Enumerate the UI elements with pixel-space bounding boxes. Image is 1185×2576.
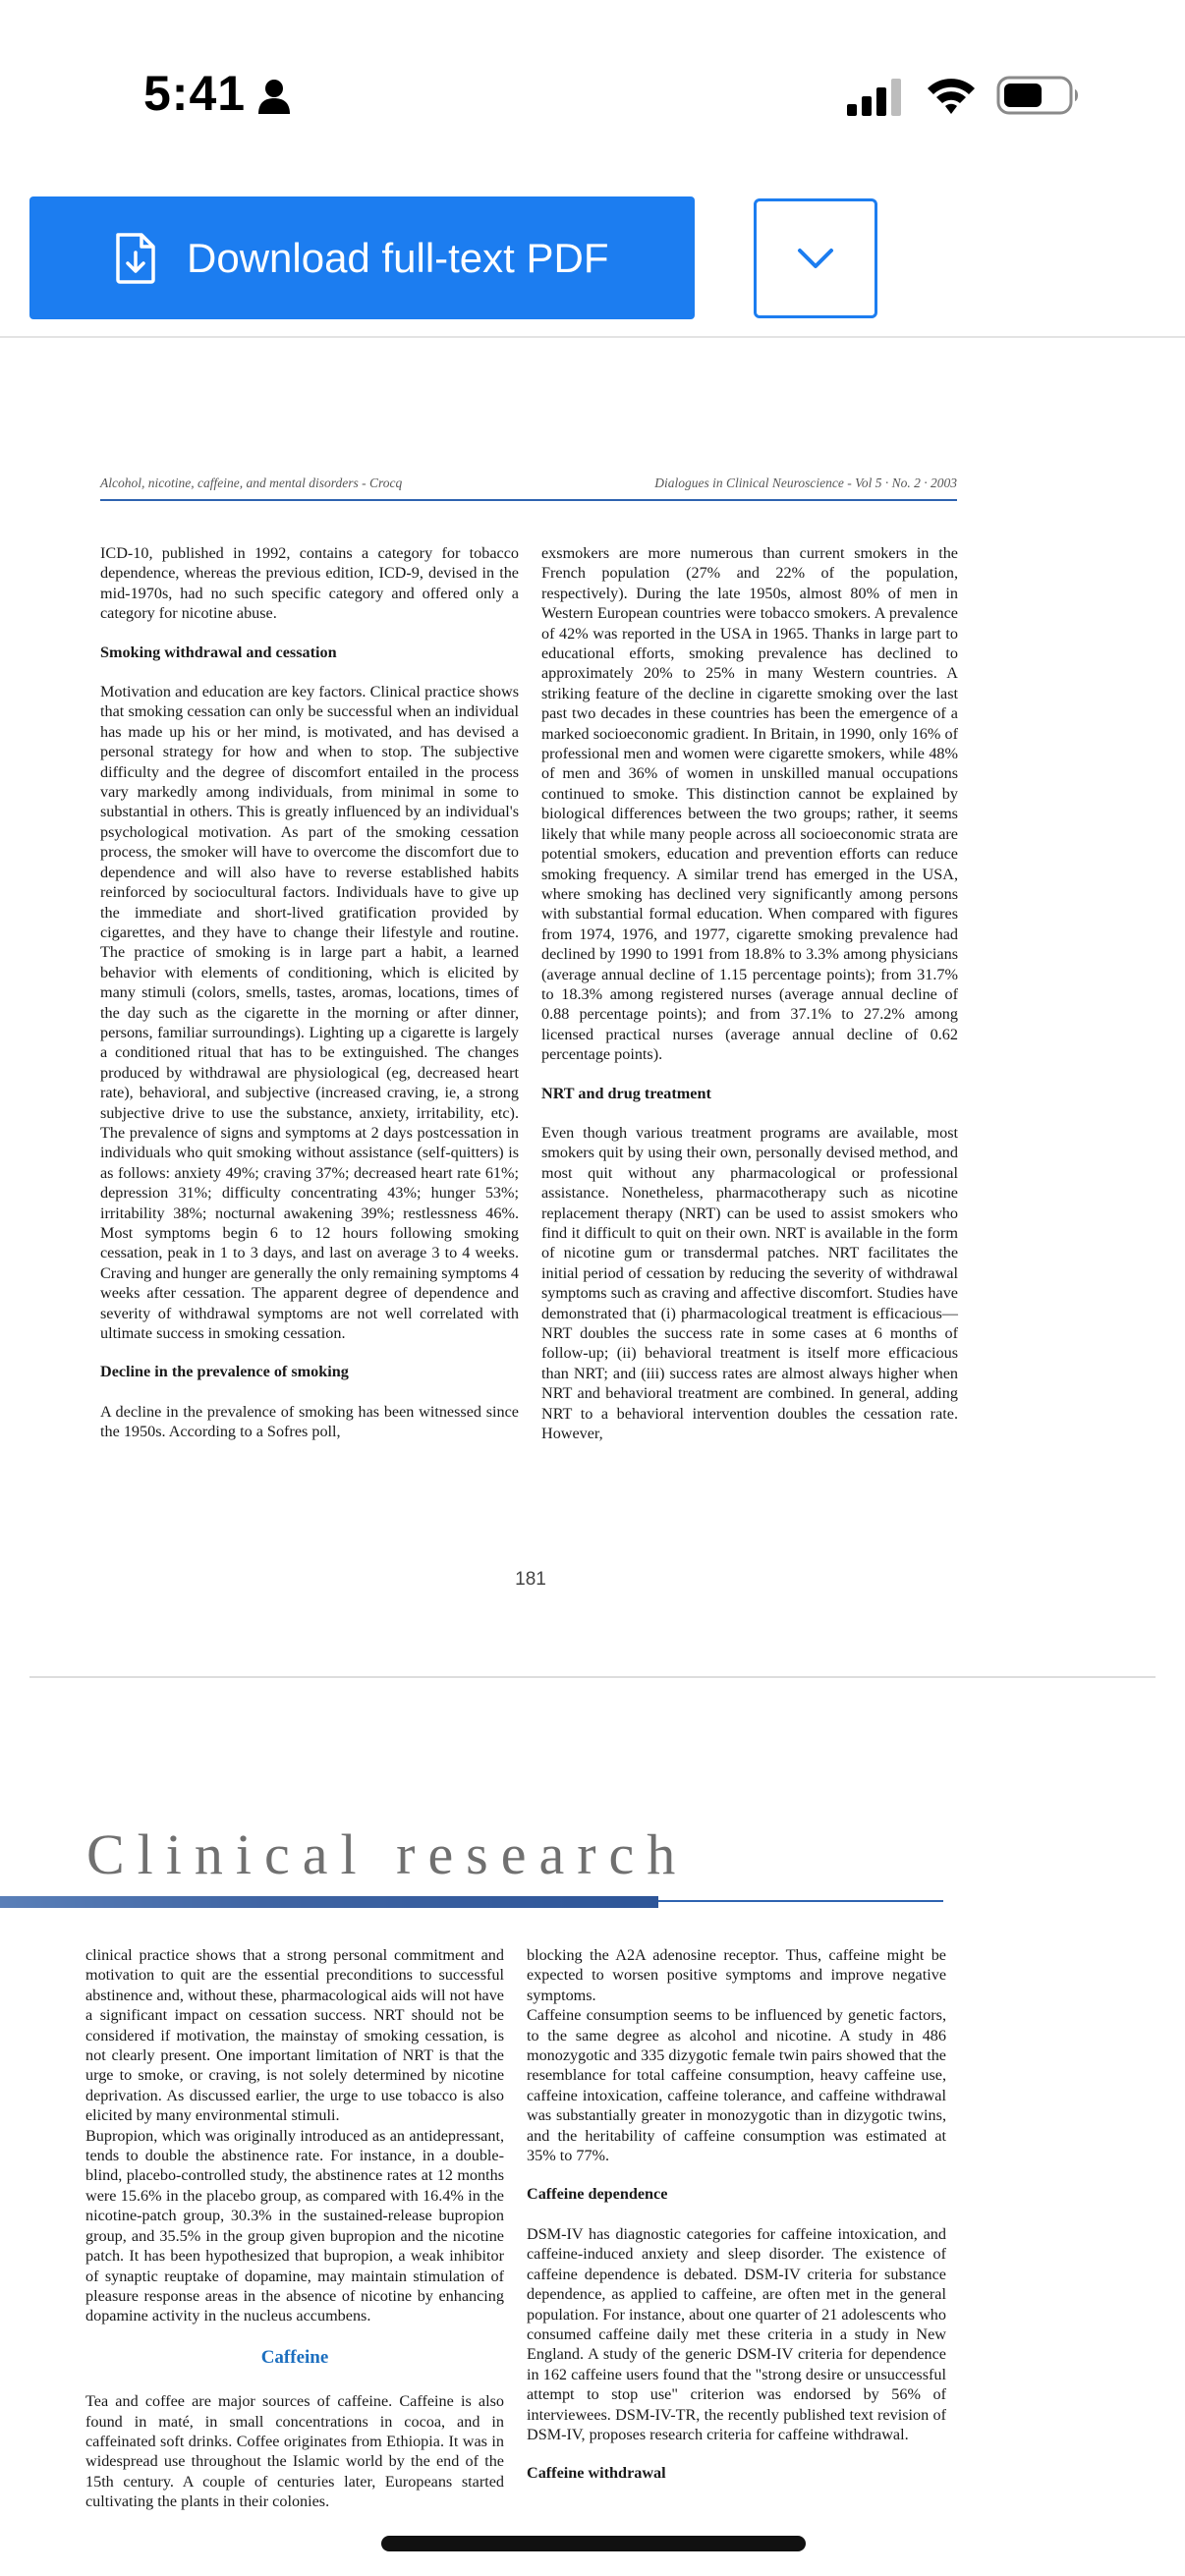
heading-decline: Decline in the prevalence of smoking	[100, 1363, 349, 1381]
heading-caffeine: Caffeine	[260, 2346, 329, 2368]
right-column	[527, 1945, 946, 2503]
title-band-decoration	[0, 1896, 658, 1908]
left-column	[100, 543, 519, 1442]
home-indicator[interactable]	[381, 2536, 806, 2551]
withdrawal-paragraph: Motivation and education are key factors. Clinical practice shows that smoking cessation can only be successful when an individual has made up his or her mind, is motivated, and has devised a personal strategy for how and when to stop. The subjective difficulty and the degree of discomfort entailed in the process vary markedly among individuals, from minimal in some to substantial in others. This is greatly influenced by an individual's psychological motivation. As part of the smoking cessation process, the smoker will have to overcome the discomfort due to dependence and will also have to reverse established habits reinforced by sociocultural factors. Individuals have to give up the immediate and short-lived gratification provided by cigarettes, and they have to change their lifestyle and routine. The practice of smoking is in large part a habit, a learned behavior with elements of conditioning, which is elicited by many stimuli (colors, smells, tastes, aromas, locations, times of the day such as the cigarette in the morning or after dinner, persons, familiar surroundings). Lighting up a cigarette is largely a conditioned ritual that has to be extinguished. The changes produced by withdrawal are physiological (eg, decreased heart rate), behavioral, and subjective (increased craving, ie, a strong subjective drive to use the substance, anxiety, irritability, etc). The prevalence of signs and symptoms at 2 days postcessation in individuals who quit smoking without assistance (self-quitters) is as follows: anxiety 49%; craving 37%; decreased heart rate 61%; depression 31%; difficulty concentrating 43%; hunger 53%; irritability 38%; nocturnal awakening 39%; restlessness 46%. Most symptoms begin 6 to 12 hours following smoking cessation, peak in 1 to 3 days, and last on average 3 to 4 weeks. Craving and hunger are generally the only remaining symptoms 4 weeks after cessation. The apparent degree of dependence and severity of withdrawal symptoms are not well correlated with ultimate success in smoking cessation.	[100, 683, 519, 1343]
header-rule	[100, 499, 957, 501]
file-download-icon	[114, 233, 157, 284]
decline-paragraph: A decline in the prevalence of smoking has been witnessed since the 1950s. According to a Sofres poll,	[100, 1402, 519, 1441]
running-header-left: Alcohol, nicotine, caffeine, and mental disorders - Crocq	[100, 476, 403, 490]
download-pdf-button[interactable]	[29, 196, 695, 319]
page-number: 181	[515, 1569, 546, 1590]
person-icon	[257, 79, 291, 114]
title-rule	[658, 1900, 943, 1902]
adenosine-paragraph: blocking the A2A adenosine receptor. Thus, caffeine might be expected to worsen positive symptoms and improve negative symptoms.	[527, 1946, 946, 2004]
genetics-paragraph: Caffeine consumption seems to be influenced by genetic factors, to the same degree as alcohol and nicotine. A study in 486 monozygotic and 335 dizygotic female twin pairs showed that the resemblance for total caffeine consumption, heavy caffeine use, caffeine intoxication, caffeine tolerance, and caffeine withdrawal was substantially greater in monozygotic than in dizygotic twins, and the heritability of caffeine consumption was estimated at 35% to 77%.	[527, 2006, 946, 2165]
heading-nrt: NRT and drug treatment	[541, 1084, 711, 1102]
dependence-paragraph: DSM-IV has diagnostic categories for caffeine intoxication, and caffeine-induced anxiety and sleep disorder. The existence of caffeine dependence is debated. DSM-IV criteria for substance dependence, as applied to caffeine, are often met in the general population. For instance, about one quarter of 21 adolescents who consumed caffeine daily met these criteria in a study in New England. A study of the generic DSM-IV criteria for dependence in 162 caffeine users found that the "strong desire or unsuccessful attempt to stop use" criterion was endorsed by 56% of interviewees. DSM-IV-TR, the recently published text revision of DSM-IV, proposes research criteria for caffeine withdrawal.	[527, 2224, 946, 2443]
more-options-button[interactable]	[754, 198, 877, 318]
status-time: 5:41	[143, 66, 247, 121]
left-column	[85, 1945, 504, 2512]
nrt-paragraph: Even though various treatment programs are available, most smokers quit by using their own, personally devised method, and most quit without any pharmacological or professional assistance. Nonetheless, pharmacotherapy such as nicotine replacement therapy (NRT) can be used to assist smokers who find it difficult to quit on their own. NRT is available in the form of nicotine gum or transdermal patches. NRT facilitates the initial period of cessation by reducing the severity of withdrawal symptoms such as craving and affective discomfort. Studies have demonstrated that (i) pharmacological treatment is efficacious—NRT doubles the success rate in some cases at 6 months of follow-up; (ii) behavioral treatment is itself more efficacious than NRT; and (iii) success rates are almost always higher when NRT and behavioral treatment are combined. In general, adding NRT to a behavioral intervention doubles the cessation rate. However,	[541, 1123, 958, 1443]
chevron-down-icon	[796, 247, 835, 270]
caffeine-paragraph: Tea and coffee are major sources of caffeine. Caffeine is also found in maté, in small concentrations in cocoa, and in caffeinated soft drinks. Coffee originates from Ethiopia. It was in widespread use throughout the Islamic world by the end of the 15th century. A couple of centuries later, Europeans started cultivating the plants in their colonies.	[85, 2392, 504, 2511]
status-bar	[0, 0, 1185, 187]
bupropion-paragraph: Bupropion, which was originally introduced as an antidepressant, tends to double the abstinence rate. For instance, in a double-blind, placebo-controlled study, the abstinence rates at 12 months were 15.6% in the placebo group, as compared with 16.4% in the nicotine-patch group, 30.3% in the sustained-release bupropion group, and 35.5% in the group given bupropion and the nicotine patch. It has been hypothesized that bupropion, a weak inhibitor of synaptic reuptake of dopamine, may maintain stimulation of pleasure response areas in the absence of nicotine by enhancing dopamine activity in the nucleus accumbens.	[85, 2126, 504, 2325]
heading-caffeine-dependence: Caffeine dependence	[527, 2185, 668, 2204]
heading-caffeine-withdrawal: Caffeine withdrawal	[527, 2464, 666, 2483]
prevalence-paragraph: exsmokers are more numerous than current smokers in the French population (27% and 22% of the population, respectively). During the late 1950s, almost 80% of men in Western European countries were tobacco smokers. A prevalence of 42% was reported in the USA in 1965. Thanks in large part to educational efforts, smoking prevalence has declined to approximately 20% to 25% in many Western countries. A striking feature of the decline in cigarette smoking over the last past two decades in these countries has been the emergence of a marked socioeconomic gradient. In Britain, in 1990, only 16% of professional men and women were cigarette smokers, while 48% of men and 36% of women in unskilled manual occupations continued to smoke. This distinction cannot be explained by biological differences between the two groups; rather, it seems likely that while many people across all socioeconomic strata are potential smokers, education and prevention efforts can reduce smoking frequency. A similar trend has emerged in the USA, where smoking has declined very significantly among persons with substantial formal education. When compared with figures from 1974, 1976, and 1977, cigarette smoking prevalence had declined by 1990 to 1991 from 18.8% to 3.3% among physicians (average annual decline of 1.15 percentage points); from 31.7% to 18.3% among registered nurses (average annual decline of 0.88 percentage points); and from 37.1% to 27.2% among licensed practical nurses (average annual decline of 0.62 percentage points).	[541, 544, 958, 1064]
running-header-right: Dialogues in Clinical Neuroscience - Vol 5 · No. 2 · 2003	[654, 476, 957, 490]
intro-paragraph: ICD-10, published in 1992, contains a category for tobacco dependence, whereas the previous edition, ICD-9, devised in the mid-1970s, had no such specific category and offered only a category for nicotine abuse.	[100, 544, 519, 623]
download-pdf-label: Download full-text PDF	[187, 234, 609, 281]
pdf-page-182	[0, 1678, 1185, 2576]
heading-smoking-withdrawal: Smoking withdrawal and cessation	[100, 643, 337, 661]
running-header	[100, 476, 957, 499]
right-column	[541, 543, 958, 1443]
battery-icon	[996, 75, 1081, 116]
motivation-paragraph: clinical practice shows that a strong personal commitment and motivation to quit are the essential preconditions to successful abstinence and, without these, pharmacological aids will not have a significant impact on cessation success. NRT should not be considered if motivation, the mainstay of smoking cessation, is not clearly present. One important limitation of NRT is that the urge to smoke, or craving, is not solely determined by nicotine deprivation. As discussed earlier, the urge to use tobacco is also elicited by many environmental stimuli.	[85, 1946, 504, 2125]
cellular-signal-icon	[847, 79, 904, 116]
pdf-download-toolbar	[0, 187, 1185, 338]
wifi-icon	[926, 75, 977, 116]
pdf-page-181	[0, 340, 1185, 1676]
section-title: Clinical research	[86, 1822, 689, 1886]
